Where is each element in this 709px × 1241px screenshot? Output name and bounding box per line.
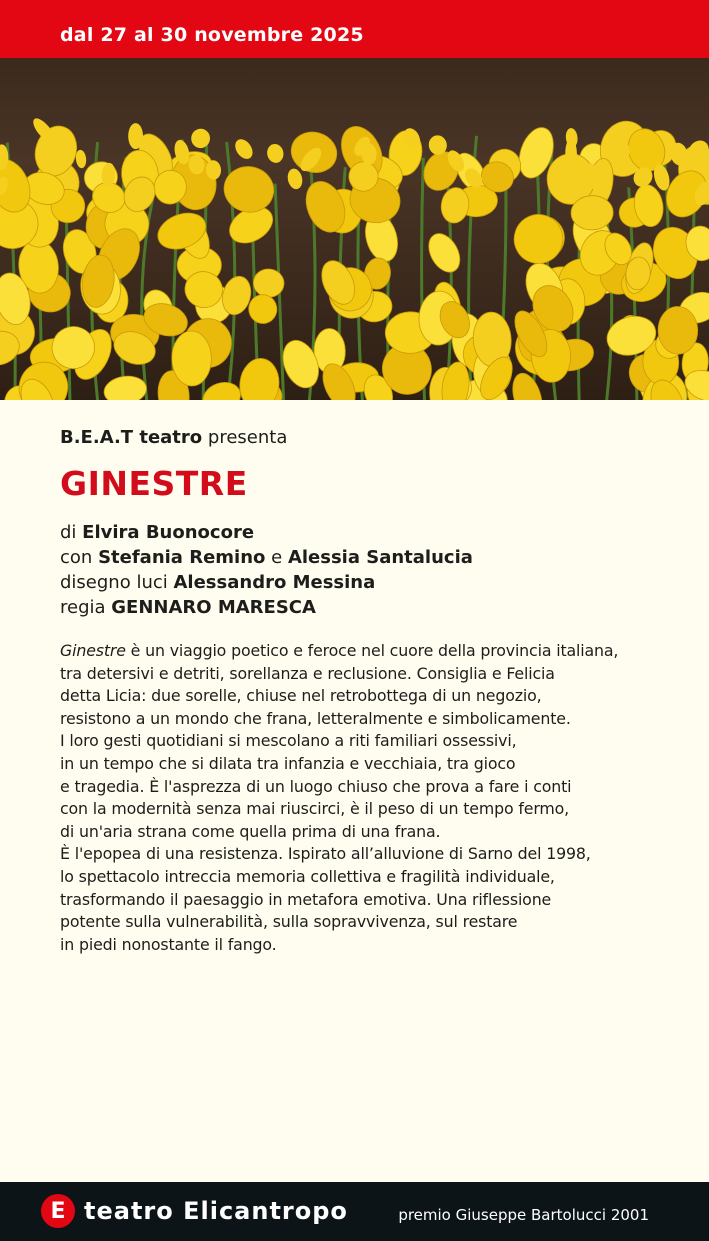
description-line: di un'aria strana come quella prima di una frana. (60, 821, 441, 841)
description-line: lo spettacolo intreccia memoria collettiva e fragilità individuale, (60, 866, 555, 886)
theatre-name: teatro Elicantropo (84, 1197, 348, 1225)
credit-name: Elvira Buonocore (82, 522, 255, 543)
description-line: trasformando il paesaggio in metafora emotiva. Una riflessione (60, 889, 552, 909)
yellow-flowers-illustration (0, 58, 709, 400)
description-line: in un tempo che si dilata tra infanzia e vecchiaia, tra gioco (60, 753, 516, 773)
description-line: detta Licia: due sorelle, chiuse nel retrobottega di un negozio, (60, 686, 542, 706)
description-line: con la modernità senza mai riuscirci, è il peso di un tempo fermo, (60, 799, 570, 819)
flower-bud (75, 149, 87, 168)
theatre-logo (41, 1194, 75, 1228)
presenter-line (60, 426, 660, 450)
description-italic: Ginestre (60, 641, 126, 660)
description-line: e tragedia. È l'asprezza di un luogo chiuso che prova a fare i conti (60, 776, 572, 796)
hero-image (0, 58, 709, 400)
credit-prefix: di (60, 522, 77, 543)
award-text: premio Giuseppe Bartolucci 2001 (398, 1206, 649, 1224)
logo-letter: E (50, 1198, 66, 1224)
flower-petal (508, 208, 570, 270)
presenter-suffix: presenta (207, 427, 288, 448)
credit-cast (60, 545, 660, 570)
description-line: è un viaggio poetico e feroce nel cuore della provincia italiana, (125, 641, 619, 660)
credit-name: Stefania Remino (98, 547, 266, 568)
presenter-name: B.E.A.T teatro (60, 427, 203, 448)
credit-author (60, 520, 660, 545)
description-line: È l'epopea di una resistenza. Ispirato all’alluvione di Sarno del 1998, (60, 844, 591, 864)
flower-bud (265, 142, 285, 164)
description-line: resistono a un mondo che frana, letteralmente e simbolicamente. (60, 708, 571, 728)
credit-director (60, 595, 660, 620)
top-banner (0, 0, 709, 58)
show-description (60, 640, 660, 956)
flower-petal (199, 378, 245, 400)
flower-bud (286, 167, 305, 190)
show-info (60, 426, 660, 956)
credit-prefix: regia (60, 597, 106, 618)
flower-petal (237, 357, 281, 400)
credit-prefix: disegno luci (60, 572, 168, 593)
footer (0, 1182, 709, 1241)
description-line: potente sulla vulnerabilità, sulla sopravvivenza, sul restare (60, 912, 518, 932)
description-line: I loro gesti quotidiani si mescolano a riti familiari ossessivi, (60, 731, 517, 751)
credit-prefix: con (60, 547, 93, 568)
credit-name: Alessandro Messina (173, 572, 376, 593)
flower-petal (102, 373, 148, 400)
flower-petal (422, 228, 466, 277)
flower-petal (171, 331, 212, 387)
credit-joiner: e (271, 547, 283, 568)
credit-lighting (60, 570, 660, 595)
credit-name: GENNARO MARESCA (111, 597, 316, 618)
show-title: GINESTRE (60, 464, 248, 503)
event-dates: dal 27 al 30 novembre 2025 (60, 24, 364, 46)
flower-bud (128, 123, 143, 149)
description-line: in piedi nonostante il fango. (60, 934, 277, 954)
credits (60, 520, 660, 620)
credit-name: Alessia Santalucia (287, 547, 473, 568)
flower-bud (232, 136, 257, 162)
flower-petal (246, 292, 280, 327)
description-line: tra detersivi e detriti, sorellanza e reclusione. Consiglia e Felicia (60, 663, 555, 683)
